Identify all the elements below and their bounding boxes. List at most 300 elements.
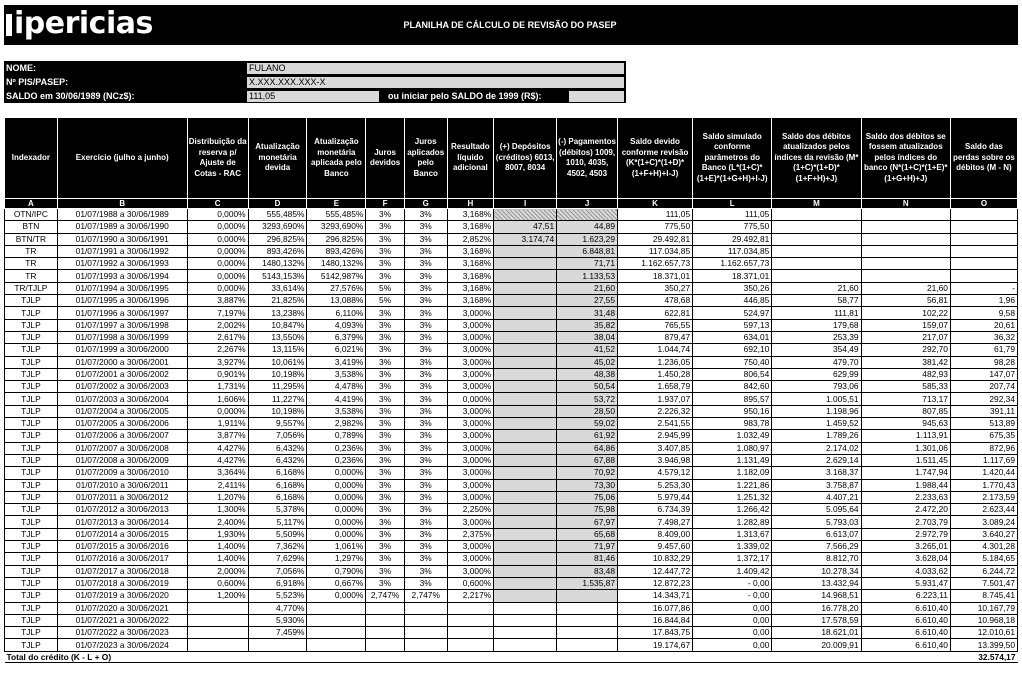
table-cell: 83,48 — [557, 565, 618, 577]
table-cell: 01/07/2011 a 30/06/2012 — [57, 491, 187, 503]
table-cell: 0,00 — [693, 602, 772, 614]
table-cell: 0,000% — [307, 491, 366, 503]
table-cell: 622,81 — [618, 307, 693, 319]
table-cell: 3,168% — [447, 209, 494, 221]
table-cell: TJLP — [5, 491, 58, 503]
table-cell: 3,000% — [447, 553, 494, 565]
table-cell: TJLP — [5, 356, 58, 368]
table-cell: TJLP — [5, 504, 58, 516]
table-cell: 3% — [366, 491, 405, 503]
saldo1999-label: ou iniciar pelo SALDO de 1999 (R$): — [388, 91, 542, 101]
table-cell: 11,295% — [248, 381, 307, 393]
table-cell: 555,485% — [307, 209, 366, 221]
table-row — [5, 356, 1018, 368]
table-cell: 7,056% — [248, 430, 307, 442]
table-cell: 0,00 — [693, 614, 772, 626]
table-cell — [494, 516, 557, 528]
table-cell: BTN — [5, 221, 58, 233]
table-cell: 12.010,61 — [950, 627, 1017, 639]
table-cell: 16.077,86 — [618, 602, 693, 614]
table-cell: TR — [5, 258, 58, 270]
table-cell: 10,847% — [248, 319, 307, 331]
column-header: Juros devidos — [366, 118, 405, 199]
table-cell: 5,509% — [248, 528, 307, 540]
table-cell — [307, 639, 366, 651]
table-cell: 482,93 — [861, 368, 950, 380]
table-cell: 3,000% — [447, 430, 494, 442]
table-cell: 3% — [366, 331, 405, 343]
table-cell: 0,667% — [307, 577, 366, 589]
table-cell: 1,200% — [187, 590, 248, 602]
logo-mark-icon — [6, 14, 12, 36]
table-cell: 36,32 — [950, 331, 1017, 343]
table-cell: 1,606% — [187, 393, 248, 405]
table-cell: TJLP — [5, 381, 58, 393]
table-cell: 73,30 — [557, 479, 618, 491]
table-cell: 65,68 — [557, 528, 618, 540]
table-cell: 3% — [366, 209, 405, 221]
table-row — [5, 639, 1018, 651]
table-cell: 17.578,59 — [772, 614, 861, 626]
total-value: 32.574,17 — [772, 651, 1018, 662]
table-cell: 0,000% — [187, 209, 248, 221]
table-cell: 21,60 — [772, 282, 861, 294]
table-cell: 6,918% — [248, 577, 307, 589]
table-cell: 446,85 — [693, 295, 772, 307]
table-cell: 1,300% — [187, 504, 248, 516]
table-body — [5, 209, 1018, 652]
table-cell — [861, 245, 950, 257]
table-cell: 3% — [366, 356, 405, 368]
table-cell: 3,168% — [447, 295, 494, 307]
table-cell: 1.113,91 — [861, 430, 950, 442]
table-cell: 8.409,00 — [618, 528, 693, 540]
table-cell: 7,362% — [248, 541, 307, 553]
table-cell: 7,056% — [248, 565, 307, 577]
table-cell: 3293,690% — [248, 221, 307, 233]
table-row — [5, 577, 1018, 589]
table-cell: 3% — [404, 418, 447, 430]
table-cell: 2.972,79 — [861, 528, 950, 540]
table-cell: OTN/IPC — [5, 209, 58, 221]
table-cell — [772, 233, 861, 245]
table-cell — [494, 614, 557, 626]
table-cell: 2,617% — [187, 331, 248, 343]
table-cell — [494, 565, 557, 577]
table-cell: 3% — [404, 479, 447, 491]
saldo1999-field[interactable] — [569, 91, 624, 102]
table-cell — [187, 627, 248, 639]
table-cell — [494, 553, 557, 565]
table-cell — [494, 368, 557, 380]
table-cell: 0,000% — [187, 233, 248, 245]
table-cell: 3% — [366, 393, 405, 405]
table-cell: 3,000% — [447, 381, 494, 393]
table-cell: 01/07/2003 a 30/06/2004 — [57, 393, 187, 405]
table-cell: TJLP — [5, 467, 58, 479]
table-cell: 159,07 — [861, 319, 950, 331]
table-cell — [447, 602, 494, 614]
table-cell — [557, 614, 618, 626]
table-cell: 3.640,27 — [950, 528, 1017, 540]
table-cell: TJLP — [5, 528, 58, 540]
table-cell: TJLP — [5, 295, 58, 307]
table-cell — [494, 454, 557, 466]
table-cell: 3% — [366, 504, 405, 516]
table-cell: 01/07/1991 a 30/06/1992 — [57, 245, 187, 257]
table-cell: 3% — [404, 344, 447, 356]
table-cell: 111,81 — [772, 307, 861, 319]
total-label: Total do crédito (K - L + O) — [5, 651, 772, 662]
table-cell: 3% — [404, 454, 447, 466]
column-letter: E — [307, 199, 366, 209]
table-row — [5, 516, 1018, 528]
table-cell: 27,576% — [307, 282, 366, 294]
column-letter: D — [248, 199, 307, 209]
table-cell: 3% — [404, 442, 447, 454]
table-cell: 4,770% — [248, 602, 307, 614]
table-cell: 13,550% — [248, 331, 307, 343]
table-cell: 1,400% — [187, 541, 248, 553]
saldo-field[interactable]: 111,05 — [247, 91, 379, 102]
table-cell: 10.832,29 — [618, 553, 693, 565]
table-cell — [557, 590, 618, 602]
table-cell: 3,000% — [447, 454, 494, 466]
table-cell: 1,297% — [307, 553, 366, 565]
table-cell: 29.492,81 — [618, 233, 693, 245]
table-cell — [861, 258, 950, 270]
table-cell: 1.937,07 — [618, 393, 693, 405]
table-cell — [861, 221, 950, 233]
table-cell — [494, 528, 557, 540]
table-cell: 50,54 — [557, 381, 618, 393]
table-cell: 4.579,12 — [618, 467, 693, 479]
table-cell: 350,27 — [618, 282, 693, 294]
column-letter: A — [5, 199, 58, 209]
table-cell — [494, 258, 557, 270]
table-cell: 01/07/1997 a 30/06/1998 — [57, 319, 187, 331]
table-cell — [494, 381, 557, 393]
table-cell: 6,432% — [248, 442, 307, 454]
table-cell: 6.610,40 — [861, 614, 950, 626]
table-row — [5, 602, 1018, 614]
table-cell: TJLP — [5, 454, 58, 466]
table-cell: 18.371,01 — [693, 270, 772, 282]
table-cell: 0,000% — [307, 504, 366, 516]
table-cell: 950,16 — [693, 405, 772, 417]
table-cell: 3% — [404, 528, 447, 540]
table-cell — [950, 245, 1017, 257]
table-cell: 9.457,60 — [618, 541, 693, 553]
table-cell: 6.734,39 — [618, 504, 693, 516]
table-cell — [494, 430, 557, 442]
table-cell: 01/07/2015 a 30/06/2016 — [57, 541, 187, 553]
table-cell: 01/07/2006 a 30/06/2007 — [57, 430, 187, 442]
table-cell: 1.988,44 — [861, 479, 950, 491]
table-cell — [494, 491, 557, 503]
column-letter: B — [57, 199, 187, 209]
table-cell — [404, 602, 447, 614]
table-cell — [494, 479, 557, 491]
table-cell: 5,930% — [248, 614, 307, 626]
table-cell: 01/07/2000 a 30/06/2001 — [57, 356, 187, 368]
table-cell — [861, 209, 950, 221]
table-cell: 5% — [366, 282, 405, 294]
table-cell: 3% — [366, 528, 405, 540]
table-cell: 5.095,64 — [772, 504, 861, 516]
table-cell: 1,731% — [187, 381, 248, 393]
column-header: (+) Depósitos (créditos) 6013, 8007, 8034 — [494, 118, 557, 199]
table-cell: 0,000% — [307, 479, 366, 491]
table-cell: 983,78 — [693, 418, 772, 430]
table-cell: 2.233,63 — [861, 491, 950, 503]
table-cell: 01/07/1995 a 30/06/1996 — [57, 295, 187, 307]
table-cell — [366, 614, 405, 626]
table-cell — [494, 393, 557, 405]
nome-field[interactable]: FULANO — [247, 63, 624, 74]
table-row — [5, 504, 1018, 516]
table-cell: 31,48 — [557, 307, 618, 319]
table-cell: 3% — [404, 565, 447, 577]
table-cell: 14.343,71 — [618, 590, 693, 602]
table-cell — [494, 467, 557, 479]
table-cell: 3% — [404, 393, 447, 405]
table-cell: 11,227% — [248, 393, 307, 405]
table-cell: TJLP — [5, 565, 58, 577]
table-cell: 111,05 — [618, 209, 693, 221]
table-cell: 01/07/2001 a 30/06/2002 — [57, 368, 187, 380]
table-cell: 3,000% — [447, 356, 494, 368]
column-letter: C — [187, 199, 248, 209]
table-cell: 81,46 — [557, 553, 618, 565]
table-cell: 147,07 — [950, 368, 1017, 380]
table-cell: 10,198% — [248, 405, 307, 417]
table-cell: 0,000% — [187, 258, 248, 270]
table-cell: 33,614% — [248, 282, 307, 294]
table-cell: TJLP — [5, 577, 58, 589]
table-cell — [494, 319, 557, 331]
table-cell: 775,50 — [693, 221, 772, 233]
table-cell: 3% — [366, 553, 405, 565]
table-cell: 292,70 — [861, 344, 950, 356]
table-cell: 0,000% — [307, 528, 366, 540]
table-cell: 5142,987% — [307, 270, 366, 282]
table-cell: 2.173,59 — [950, 491, 1017, 503]
table-cell: 0,600% — [187, 577, 248, 589]
table-cell — [366, 639, 405, 651]
table-cell: 61,79 — [950, 344, 1017, 356]
table-cell: 12.872,23 — [618, 577, 693, 589]
column-letter: M — [772, 199, 861, 209]
table-cell: TR/TJLP — [5, 282, 58, 294]
table-cell: 3% — [404, 541, 447, 553]
table-cell: 3% — [366, 307, 405, 319]
table-cell — [307, 614, 366, 626]
table-cell: 2,747% — [366, 590, 405, 602]
table-cell: 01/07/2014 a 30/06/2015 — [57, 528, 187, 540]
table-cell: TJLP — [5, 319, 58, 331]
table-cell: TJLP — [5, 516, 58, 528]
table-cell: 4.033,62 — [861, 565, 950, 577]
column-header: Resultado líquido adicional — [447, 118, 494, 199]
table-cell: 3% — [404, 504, 447, 516]
table-cell: 6.610,40 — [861, 639, 950, 651]
table-cell: 01/07/2007 a 30/06/2008 — [57, 442, 187, 454]
table-cell: 391,11 — [950, 405, 1017, 417]
table-cell: TJLP — [5, 553, 58, 565]
table-cell — [557, 209, 618, 221]
table-cell: 3% — [366, 565, 405, 577]
table-cell — [772, 221, 861, 233]
table-cell — [404, 614, 447, 626]
column-letter: K — [618, 199, 693, 209]
table-row — [5, 418, 1018, 430]
table-cell: 71,97 — [557, 541, 618, 553]
table-cell: 38,04 — [557, 331, 618, 343]
saldo-label: SALDO em 30/06/1989 (NCz$): — [6, 91, 135, 101]
table-cell: 01/07/1996 a 30/06/1997 — [57, 307, 187, 319]
table-row — [5, 209, 1018, 221]
table-cell: 01/07/1990 a 30/06/1991 — [57, 233, 187, 245]
table-cell: 713,17 — [861, 393, 950, 405]
table-cell: 3,168% — [447, 245, 494, 257]
table-cell: 0,790% — [307, 565, 366, 577]
table-cell: 6,168% — [248, 491, 307, 503]
table-cell: 585,33 — [861, 381, 950, 393]
table-cell: 1480,132% — [307, 258, 366, 270]
column-letter: L — [693, 199, 772, 209]
table-cell: 01/07/2008 a 30/06/2009 — [57, 454, 187, 466]
table-cell: 2.226,32 — [618, 405, 693, 417]
table-cell: 3,000% — [447, 319, 494, 331]
table-cell — [494, 577, 557, 589]
table-cell: 1.301,06 — [861, 442, 950, 454]
nome-label: NOME: — [6, 63, 36, 73]
table-cell — [557, 627, 618, 639]
table-cell: 5.184,65 — [950, 553, 1017, 565]
table-cell: 01/07/1999 a 30/06/2000 — [57, 344, 187, 356]
table-cell: 2,747% — [404, 590, 447, 602]
table-cell: 13,238% — [248, 307, 307, 319]
table-cell: 765,55 — [618, 319, 693, 331]
table-cell: 0,236% — [307, 454, 366, 466]
table-row — [5, 295, 1018, 307]
table-row — [5, 368, 1018, 380]
table-cell: 3% — [366, 454, 405, 466]
table-cell: 01/07/1998 a 30/06/1999 — [57, 331, 187, 343]
table-row — [5, 393, 1018, 405]
table-cell: 3,000% — [447, 344, 494, 356]
table-cell — [248, 639, 307, 651]
table-row — [5, 331, 1018, 343]
table-cell: 3,538% — [307, 405, 366, 417]
table-cell: 6.848,81 — [557, 245, 618, 257]
table-row — [5, 344, 1018, 356]
table-cell: 7,459% — [248, 627, 307, 639]
table-cell: 3% — [404, 282, 447, 294]
table-cell: 3,168% — [447, 221, 494, 233]
table-cell: 7.566,29 — [772, 541, 861, 553]
table-cell: 20.009,91 — [772, 639, 861, 651]
table-row — [5, 245, 1018, 257]
table-cell: 3,000% — [447, 405, 494, 417]
table-cell: 3% — [366, 577, 405, 589]
table-cell: 2,002% — [187, 319, 248, 331]
table-cell: 1.005,51 — [772, 393, 861, 405]
table-cell — [772, 245, 861, 257]
table-cell: 3,538% — [307, 368, 366, 380]
table-cell — [404, 627, 447, 639]
table-cell: TJLP — [5, 405, 58, 417]
table-cell: 2,267% — [187, 344, 248, 356]
table-cell — [187, 602, 248, 614]
table-cell: 2,411% — [187, 479, 248, 491]
table-cell: 1.789,26 — [772, 430, 861, 442]
table-cell: 3,877% — [187, 430, 248, 442]
table-cell: 0,000% — [307, 467, 366, 479]
table-cell: 3,000% — [447, 307, 494, 319]
table-cell: 0,901% — [187, 368, 248, 380]
table-cell: 7.501,47 — [950, 577, 1017, 589]
table-cell: 292,34 — [950, 393, 1017, 405]
table-cell — [494, 627, 557, 639]
table-cell: 01/07/2022 a 30/06/2023 — [57, 627, 187, 639]
table-cell: 1.313,67 — [693, 528, 772, 540]
table-cell: 1.162.657,73 — [693, 258, 772, 270]
table-cell: 1,207% — [187, 491, 248, 503]
table-cell: TJLP — [5, 331, 58, 343]
table-cell: 895,57 — [693, 393, 772, 405]
table-cell: 102,22 — [861, 307, 950, 319]
table-cell: 8.812,70 — [772, 553, 861, 565]
table-cell: 3% — [366, 270, 405, 282]
table-cell: 3% — [404, 491, 447, 503]
table-cell: 10.167,79 — [950, 602, 1017, 614]
table-cell: 945,63 — [861, 418, 950, 430]
table-cell: 18.621,01 — [772, 627, 861, 639]
table-cell: 629,99 — [772, 368, 861, 380]
table-cell: 1.032,49 — [693, 430, 772, 442]
table-cell: 3% — [404, 381, 447, 393]
table-cell: TR — [5, 245, 58, 257]
table-row — [5, 442, 1018, 454]
table-cell: TJLP — [5, 602, 58, 614]
table-cell: 61,92 — [557, 430, 618, 442]
table-cell: 3.628,04 — [861, 553, 950, 565]
table-cell: 1.044,74 — [618, 344, 693, 356]
table-cell: 4,419% — [307, 393, 366, 405]
table-row — [5, 233, 1018, 245]
table-cell: 01/07/2002 a 30/06/2003 — [57, 381, 187, 393]
table-row — [5, 270, 1018, 282]
table-cell: 01/07/2013 a 30/06/2014 — [57, 516, 187, 528]
table-cell: 6.244,72 — [950, 565, 1017, 577]
table-cell: 64,86 — [557, 442, 618, 454]
table-cell: 01/07/2004 a 30/06/2005 — [57, 405, 187, 417]
table-cell: 0,00 — [693, 627, 772, 639]
column-header: Atualização monetária devida — [248, 118, 307, 199]
table-cell: 4,478% — [307, 381, 366, 393]
table-cell: 6,168% — [248, 479, 307, 491]
table-row — [5, 491, 1018, 503]
table-cell — [494, 590, 557, 602]
table-cell: 2.629,14 — [772, 454, 861, 466]
table-row — [5, 467, 1018, 479]
table-cell: 807,85 — [861, 405, 950, 417]
table-cell: 01/07/1988 a 30/06/1989 — [57, 209, 187, 221]
table-cell: 1.459,52 — [772, 418, 861, 430]
pis-field[interactable]: X.XXX.XXX.XXX-X — [247, 77, 624, 88]
